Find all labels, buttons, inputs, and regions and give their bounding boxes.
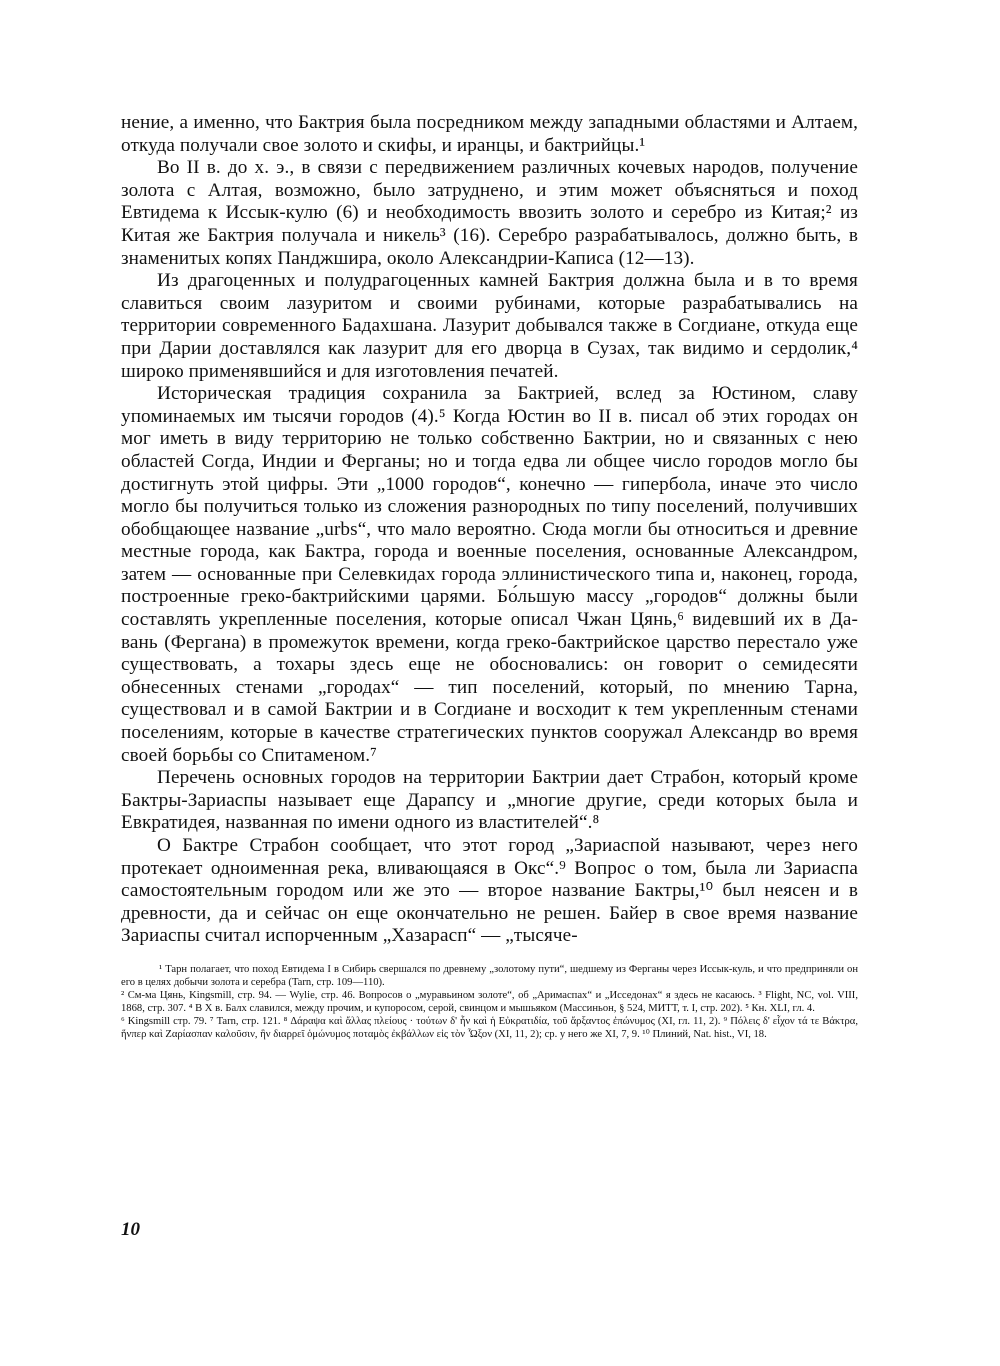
page-content — [121, 112, 858, 1042]
body-text — [121, 112, 858, 948]
footnotes — [121, 963, 858, 1042]
paragraph: Перечень основных городов на территории Бактрии дает Страбон, который кроме Бактры-Зариаспы называет еще Дарапсу и „многие другие, среди которых была и Евкратидея, названная по имени одного из властителей“.⁸ — [121, 767, 858, 834]
page-number: 10 — [121, 1219, 140, 1240]
footnote: ⁶ Kingsmill стр. 79. ⁷ Tarn, стр. 121. ⁸ Δάραψα καὶ ἄλλας πλείους · τούτων δ' ἦν καὶ ἡ Εὐκρατιδία, τοῦ ἄρξαντος ἐπώνυμος (XI, гл. 11, 2). ⁹ Πόλεις δ' εἶχον τά τε Βάκτρα, ἥνπερ καὶ Ζαρίασπαν καλοῦσιν, ἣν διαρρεῖ ὁμώνυμος ποταμὸς ἐκβάλλων εἰς τὸν Ὦξον (XI, 11, 2); ср. у него же XI, 7, 9. ¹⁰ Плиний, Nat. hist., VI, 18. — [121, 1016, 858, 1041]
paragraph: нение, а именно, что Бактрия была посредником между западными областями и Алтаем, откуда получали свое золото и скифы, и иранцы, и бактрийцы.¹ — [121, 112, 858, 156]
footnote: ² См-ма Цянь, Kingsmill, стр. 94. — Wylie, стр. 46. Вопросов о „муравьином золоте“, об „Аримаспах“ и „Исседонах“ я здесь не касаюсь. ³ Flight, NC, vol. VIII, 1868, стр. 307. ⁴ В X в. Балх славился, между прочим, и купоросом, серой, свинцом и мышьяком (Массиньон, § 524, МИТТ, т. I, стр. 202). ⁵ Кн. XLI, гл. 4. — [121, 990, 858, 1015]
paragraph: О Бактре Страбон сообщает, что этот город „Зариаспой называют, через него протекает одноименная река, вливающаяся в Окс“.⁹ Вопрос о том, была ли Зариаспа самостоятельным городом или же это — второе название Бактры,¹⁰ был неясен и в древности, да и сейчас он еще окончательно не решен. Байер в свое время название Зариаспы считал испорченным „Хазарасп“ — „тысяче- — [121, 835, 858, 947]
paragraph: Из драгоценных и полудрагоценных камней Бактрия должна была и в то время славиться своим лазуритом и своими рубинами, которые разрабатывались на территории современного Бадахшана. Лазурит добывался также в Согдиане, откуда еще при Дарии доставлялся как лазурит для его дворца в Сузах, так видимо и сердолик,⁴ широко применявшийся и для изготовления печатей. — [121, 270, 858, 382]
paragraph: Во II в. до х. э., в связи с передвижением различных кочевых народов, получение золота с Алтая, возможно, было затруднено, и этим может объясняться и поход Евтидема к Иссык-кулю (6) и необходимость ввозить золото и серебро из Китая;² из Китая же Бактрия получала и никель³ (16). Серебро разрабатывалось, должно быть, в знаменитых копях Панджшира, около Александрии-Каписа (12—13). — [121, 157, 858, 269]
paragraph: Историческая традиция сохранила за Бактрией, вслед за Юстином, славу упоминаемых им тысячи городов (4).⁵ Когда Юстин во II в. писал об этих городах он мог иметь в виду территорию не только собственно Бактрии, но и связанных с нею областей Согда, Индии и Ферганы; но и тогда едва ли общее число городов могло бы достигнуть этой цифры. Эти „1000 городов“, конечно — гипербола, иначе это число могло бы получиться только из сложения разнородных по типу поселений, получивших обобщающее название „urbs“, что мало вероятно. Сюда могли бы относиться и древние местные города, как Бактра, города и военные поселения, основанные Александром, затем — основанные при Селевкидах города эллинистического типа и, наконец, города, построенные греко-бактрийскими царями. Бо́льшую массу „городов“ должны были составлять укрепленные поселения, которые описал Чжан Цянь,⁶ видевший их в Да-вань (Фергана) в промежуток времени, когда греко-бактрийское царство перестало уже существовать, а тохары здесь еще не обосновались: он говорит о семидесяти обнесенных стенами „городах“ — тип поселений, который, по мнению Тарна, существовал и в самой Бактрии и в Согдиане и восходит к тем укрепленным стенами поселениям, которые в качестве стратегических пунктов сооружал Александр во время своей борьбы со Спитаменом.⁷ — [121, 383, 858, 766]
footnote: ¹ Тарн полагает, что поход Евтидема I в Сибирь свершался по древнему „золотому пути“, шедшему из Ферганы через Иссык-куль, и что предприняли он его в целях добычи золота и серебра (Tarn, стр. 109—110). — [121, 963, 858, 989]
